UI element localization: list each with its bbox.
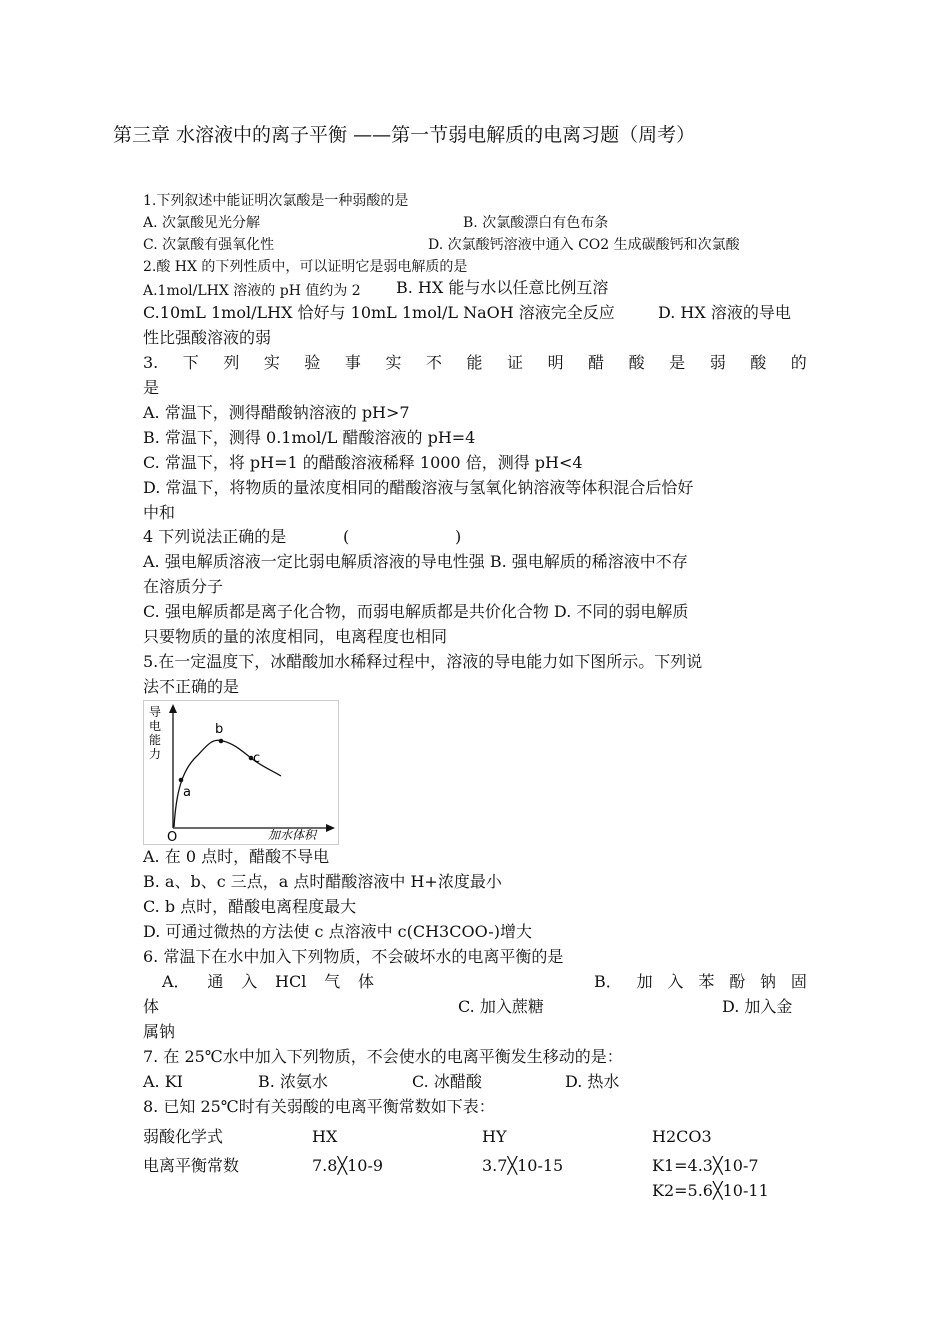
table-header-cell: HX bbox=[312, 1127, 338, 1146]
q1-option-c: C. 次氯酸有强氧化性 bbox=[143, 237, 275, 253]
q6-a-part: 入 bbox=[241, 972, 258, 991]
y-axis-label-char: 电 bbox=[149, 719, 162, 733]
y-axis-label-char: 力 bbox=[149, 747, 162, 761]
q6-b-part: 入 bbox=[667, 972, 684, 991]
q6-option-a bbox=[162, 971, 374, 993]
q3-stem-char: 下 bbox=[182, 353, 199, 372]
table-cell-k1: K1=4.3╳10-7 bbox=[652, 1156, 759, 1175]
q2-option-d-line1: D. HX 溶液的导电 bbox=[658, 303, 791, 322]
q5-option-d: D. 可通过微热的方法使 c 点溶液中 c(CH3COO-)增大 bbox=[143, 922, 532, 941]
q3-stem-char: 酸 bbox=[628, 353, 645, 372]
point-b-marker bbox=[219, 739, 224, 744]
q1-option-b: B. 次氯酸漂白有色布条 bbox=[463, 215, 609, 231]
q3-stem-char: 验 bbox=[304, 353, 321, 372]
q7-option-c: C. 冰醋酸 bbox=[412, 1072, 482, 1091]
q6-a-part: A． bbox=[162, 972, 190, 991]
q6-option-d: D. 加入金 bbox=[722, 997, 793, 1016]
q3-stem-char: 3. bbox=[143, 353, 159, 372]
q4-options-ab-line1: A. 强电解质溶液一定比弱电解质溶液的导电性强 B. 强电解质的稀溶液中不存 bbox=[143, 552, 688, 571]
point-b-label: b bbox=[215, 722, 224, 737]
q4-stem: 4 下列说法正确的是 bbox=[143, 527, 287, 546]
q3-stem bbox=[143, 352, 807, 374]
point-c-label: c bbox=[253, 751, 261, 766]
q6-a-part: 气 bbox=[324, 972, 341, 991]
q6-a-part: 通 bbox=[207, 972, 224, 991]
q4-paren-close: ) bbox=[455, 527, 462, 546]
q3-stem-char: 能 bbox=[466, 353, 483, 372]
q6-a-part: 体 bbox=[357, 972, 374, 991]
q2-option-c: C.10mL 1mol/LHX 恰好与 10mL 1mol/L NaOH 溶液完全反应 bbox=[143, 303, 615, 322]
q7-option-d: D. 热水 bbox=[565, 1072, 620, 1091]
q6-b-part: B． bbox=[594, 972, 622, 991]
q3-stem-char: 实 bbox=[263, 353, 280, 372]
q5-stem-line2: 法不正确的是 bbox=[143, 677, 240, 696]
q4-options-cd-line2: 只要物质的量的浓度相同，电离程度也相同 bbox=[143, 627, 448, 646]
table-header-cell: HY bbox=[482, 1127, 507, 1146]
q3-stem-char: 醋 bbox=[588, 353, 605, 372]
q7-option-a: A. KI bbox=[143, 1072, 183, 1091]
q7-stem: 7. 在 25℃水中加入下列物质，不会使水的电离平衡发生移动的是： bbox=[143, 1047, 623, 1066]
q2-option-d-line2: 性比强酸溶液的弱 bbox=[143, 328, 272, 347]
origin-label: O bbox=[167, 830, 178, 845]
q5-option-c: C. b 点时，醋酸电离程度最大 bbox=[143, 897, 357, 916]
q4-paren-open: ( bbox=[343, 527, 350, 546]
q3-stem-char: 酸 bbox=[750, 353, 767, 372]
q3-stem-char: 实 bbox=[385, 353, 402, 372]
q6-b-part: 固 bbox=[790, 972, 807, 991]
q6-line3: 属钠 bbox=[143, 1022, 176, 1041]
q3-stem-char: 是 bbox=[669, 353, 686, 372]
q3-stem-char: 列 bbox=[223, 353, 240, 372]
q3-option-b: B. 常温下，测得 0.1mol/L 醋酸溶液的 pH=4 bbox=[143, 428, 476, 447]
q1-option-d: D. 次氯酸钙溶液中通入 CO2 生成碳酸钙和次氯酸 bbox=[428, 237, 740, 253]
q7-option-b: B. 浓氨水 bbox=[258, 1072, 328, 1091]
q4-options-ab-line2: 在溶质分子 bbox=[143, 577, 224, 596]
table-cell-hx: 7.8╳10-9 bbox=[312, 1156, 384, 1175]
q6-stem: 6. 常温下在水中加入下列物质，不会破坏水的电离平衡的是 bbox=[143, 947, 564, 966]
q6-b-part: 加 bbox=[636, 972, 653, 991]
q3-stem-char: 的 bbox=[790, 353, 807, 372]
q3-option-c: C. 常温下，将 pH=1 的醋酸溶液稀释 1000 倍，测得 pH<4 bbox=[143, 453, 583, 472]
q5-option-b: B. a、b、c 三点，a 点时醋酸溶液中 H+浓度最小 bbox=[143, 872, 502, 891]
table-row-label: 电离平衡常数 bbox=[143, 1156, 240, 1175]
point-a-label: a bbox=[183, 785, 191, 800]
point-a-marker bbox=[179, 778, 184, 783]
q6-line2-left: 体 bbox=[143, 997, 160, 1016]
conductivity-graph bbox=[143, 700, 339, 845]
q3-stem-line2: 是 bbox=[143, 378, 160, 397]
q5-stem-line1: 5.在一定温度下，冰醋酸加水稀释过程中，溶液的导电能力如下图所示。下列说 bbox=[143, 652, 703, 671]
y-axis-label-char: 能 bbox=[149, 733, 162, 747]
q3-option-a: A. 常温下，测得醋酸钠溶液的 pH>7 bbox=[143, 403, 410, 422]
y-axis-label-char: 导 bbox=[149, 705, 162, 719]
q3-stem-char: 事 bbox=[344, 353, 361, 372]
q6-option-b bbox=[594, 971, 807, 993]
q1-stem: 1.下列叙述中能证明次氯酸是一种弱酸的是 bbox=[143, 193, 409, 209]
q5-option-a: A. 在 0 点时，醋酸不导电 bbox=[143, 847, 330, 866]
q2-stem: 2.酸 HX 的下列性质中，可以证明它是弱电解质的是 bbox=[143, 259, 468, 275]
q1-option-a: A. 次氯酸见光分解 bbox=[143, 215, 261, 231]
q2-option-b: B. HX 能与水以任意比例互溶 bbox=[396, 278, 609, 297]
q3-stem-char: 明 bbox=[547, 353, 564, 372]
q6-a-part: HCl bbox=[275, 972, 307, 991]
q6-b-part: 苯 bbox=[698, 972, 715, 991]
q3-stem-char: 证 bbox=[507, 353, 524, 372]
q6-b-part: 酚 bbox=[729, 972, 746, 991]
x-axis-label: 加水体积 bbox=[268, 828, 317, 842]
q3-option-d-line1: D. 常温下，将物质的量浓度相同的醋酸溶液与氢氧化钠溶液等体积混合后恰好 bbox=[143, 478, 694, 497]
table-cell-hy: 3.7╳10-15 bbox=[482, 1156, 564, 1175]
q6-b-part: 钠 bbox=[760, 972, 777, 991]
q8-stem: 8. 已知 25℃时有关弱酸的电离平衡常数如下表： bbox=[143, 1097, 495, 1116]
q4-options-cd-line1: C. 强电解质都是离子化合物，而弱电解质都是共价化合物 D. 不同的弱电解质 bbox=[143, 602, 689, 621]
q3-stem-char: 不 bbox=[425, 353, 442, 372]
page-title: 第三章 水溶液中的离子平衡 ——第一节弱电解质的电离习题（周考） bbox=[113, 124, 696, 146]
q3-option-d-line2: 中和 bbox=[143, 503, 176, 522]
q6-option-c: C. 加入蔗糖 bbox=[458, 997, 544, 1016]
q3-stem-char: 弱 bbox=[709, 353, 726, 372]
table-cell-k2: K2=5.6╳10-11 bbox=[652, 1181, 769, 1200]
table-header-cell: 弱酸化学式 bbox=[143, 1127, 224, 1146]
table-header-cell: H2CO3 bbox=[652, 1127, 712, 1146]
q2-option-a: A.1mol/LHX 溶液的 pH 值约为 2 bbox=[143, 283, 361, 299]
